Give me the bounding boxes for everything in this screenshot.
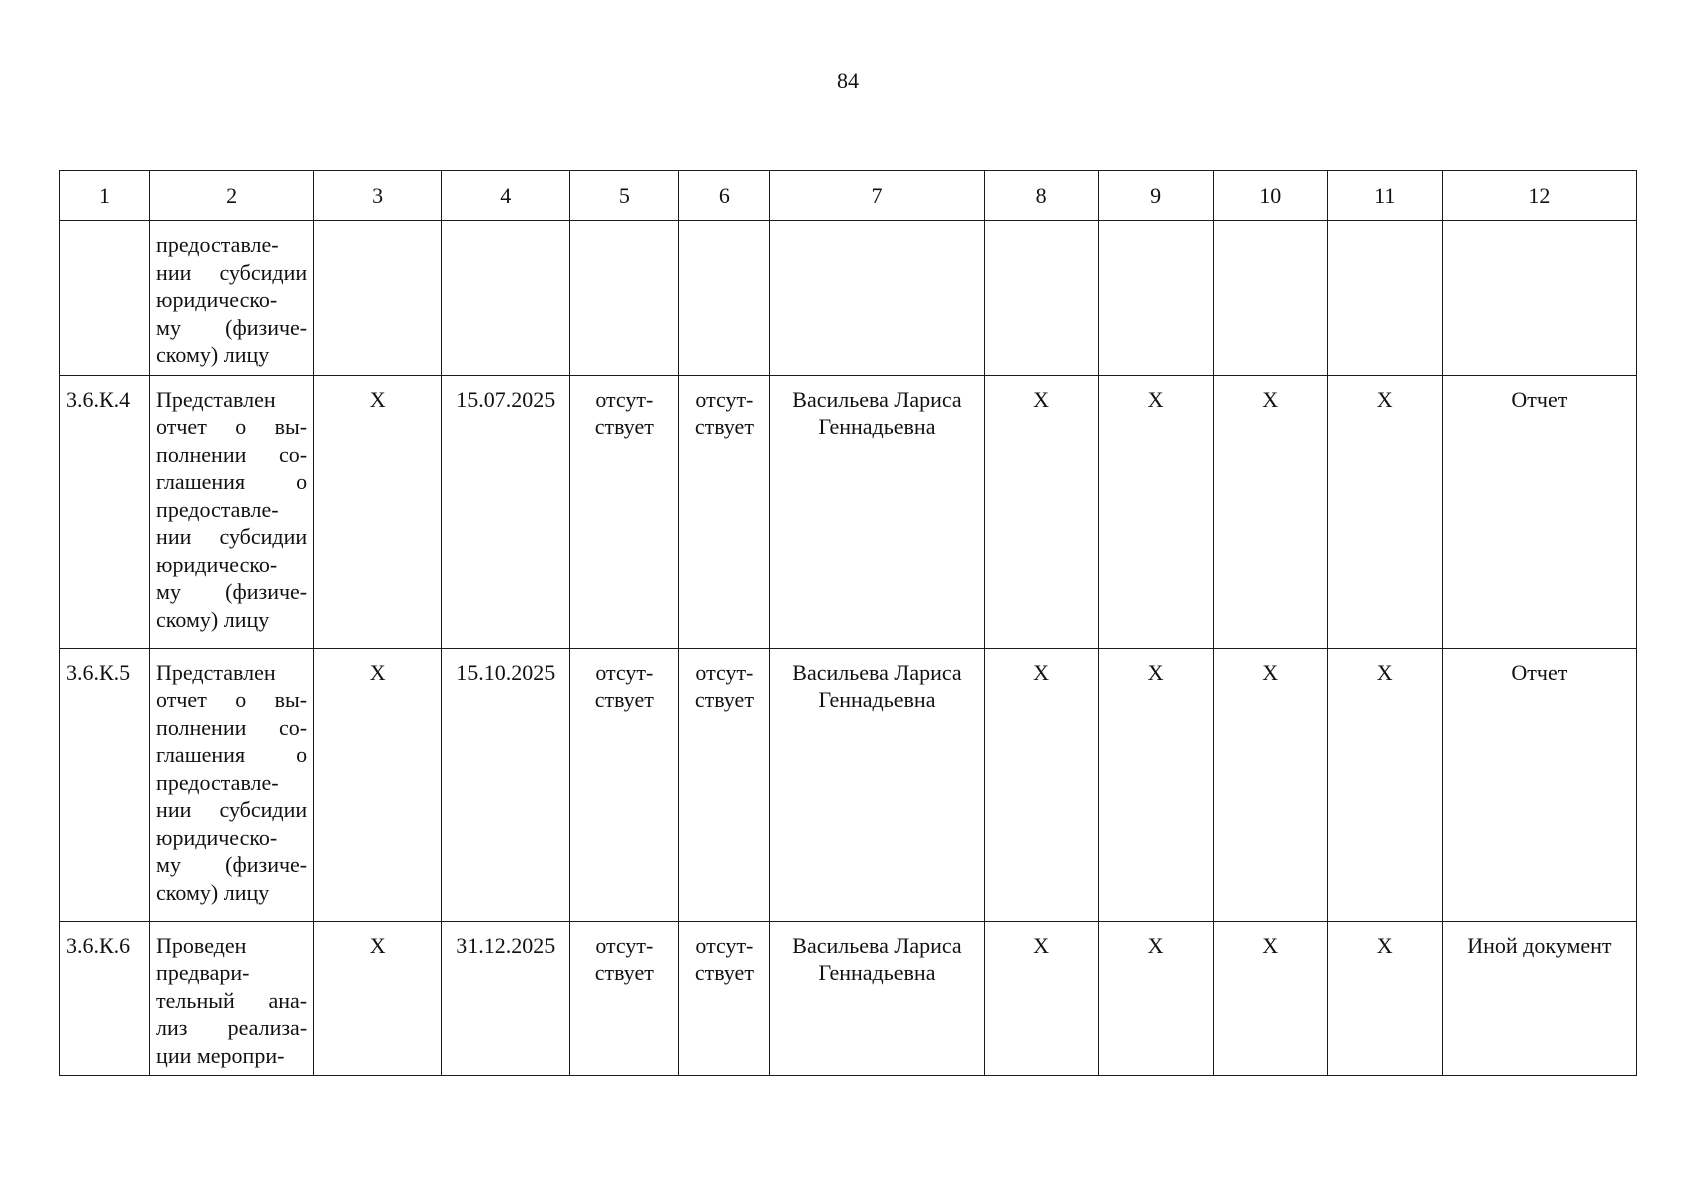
header-cell: 12 bbox=[1442, 171, 1636, 221]
page-number: 84 bbox=[837, 68, 859, 93]
description-line: отчет о вы- bbox=[156, 687, 308, 712]
marker-cell: X bbox=[1213, 921, 1327, 1076]
doc-type-cell: Отчет bbox=[1442, 375, 1636, 648]
description-line: юридическо- bbox=[156, 551, 278, 577]
marker-cell: X bbox=[314, 375, 442, 648]
marker-cell: X bbox=[984, 921, 1098, 1076]
status-cell bbox=[570, 221, 679, 376]
marker-cell: X bbox=[1327, 648, 1442, 921]
description-line: скому) лицу bbox=[156, 342, 270, 367]
marker-cell: X bbox=[984, 375, 1098, 648]
row-id-cell bbox=[60, 221, 150, 376]
header-cell: 10 bbox=[1213, 171, 1327, 221]
status-cell: отсут- ствует bbox=[570, 648, 679, 921]
responsible-cell bbox=[770, 221, 984, 376]
description-line: нии субсидии bbox=[156, 797, 308, 822]
doc-type-cell: Иной документ bbox=[1442, 921, 1636, 1076]
description-line: Представлен bbox=[156, 386, 276, 412]
table-row bbox=[60, 921, 1637, 1076]
row-id-cell: 3.6.К.4 bbox=[60, 375, 150, 648]
description-cell bbox=[150, 375, 314, 648]
responsible-cell: Васильева Лариса Геннадьевна bbox=[770, 921, 984, 1076]
description-line: предоставле- bbox=[156, 232, 279, 257]
status-cell: отсут- ствует bbox=[679, 375, 770, 648]
marker-cell: X bbox=[314, 921, 442, 1076]
header-cell: 4 bbox=[442, 171, 570, 221]
marker-cell: X bbox=[984, 648, 1098, 921]
marker-cell: X bbox=[1327, 375, 1442, 648]
table-row bbox=[60, 221, 1637, 376]
responsible-cell: Васильева Лариса Геннадьевна bbox=[770, 648, 984, 921]
table-row bbox=[60, 648, 1637, 921]
description-line: юридическо- bbox=[156, 824, 278, 850]
status-cell: отсут- ствует bbox=[570, 921, 679, 1076]
date-cell bbox=[442, 221, 570, 376]
marker-cell bbox=[1098, 221, 1213, 376]
header-cell: 3 bbox=[314, 171, 442, 221]
responsible-cell: Васильева Лариса Геннадьевна bbox=[770, 375, 984, 648]
marker-cell bbox=[314, 221, 442, 376]
description-line: Проведен bbox=[156, 932, 247, 958]
description-line: лиз реализа- bbox=[156, 1015, 308, 1040]
description-line: скому) лицу bbox=[156, 606, 270, 632]
description-line: му (физиче- bbox=[156, 314, 308, 340]
description-cell bbox=[150, 921, 314, 1076]
status-cell: отсут- ствует bbox=[679, 921, 770, 1076]
marker-cell: X bbox=[1213, 375, 1327, 648]
description-line: нии субсидии bbox=[156, 259, 308, 285]
description-line: предоставле- bbox=[156, 496, 279, 522]
status-cell bbox=[679, 221, 770, 376]
description-line: му (физиче- bbox=[156, 852, 308, 877]
description-line: предоставле- bbox=[156, 769, 279, 795]
description-cell bbox=[150, 221, 314, 376]
status-cell: отсут- ствует bbox=[570, 375, 679, 648]
description-cell bbox=[150, 648, 314, 921]
description-line: ции меропри- bbox=[156, 1042, 285, 1068]
row-id-cell: 3.6.К.5 bbox=[60, 648, 150, 921]
description-line: Представлен bbox=[156, 659, 276, 685]
header-cell: 11 bbox=[1327, 171, 1442, 221]
marker-cell: X bbox=[314, 648, 442, 921]
header-cell: 6 bbox=[679, 171, 770, 221]
table-header-row bbox=[60, 171, 1637, 221]
table-row bbox=[60, 375, 1637, 648]
date-cell: 15.10.2025 bbox=[442, 648, 570, 921]
row-id-cell: 3.6.К.6 bbox=[60, 921, 150, 1076]
date-cell: 31.12.2025 bbox=[442, 921, 570, 1076]
header-cell: 2 bbox=[150, 171, 314, 221]
description-line: полнении со- bbox=[156, 714, 308, 740]
doc-type-cell: Отчет bbox=[1442, 648, 1636, 921]
description-line: полнении со- bbox=[156, 441, 308, 467]
date-cell: 15.07.2025 bbox=[442, 375, 570, 648]
marker-cell bbox=[984, 221, 1098, 376]
header-cell: 1 bbox=[60, 171, 150, 221]
document-table bbox=[59, 170, 1637, 1076]
doc-type-cell bbox=[1442, 221, 1636, 376]
header-cell: 9 bbox=[1098, 171, 1213, 221]
status-cell: отсут- ствует bbox=[679, 648, 770, 921]
description-line: тельный ана- bbox=[156, 987, 308, 1013]
description-line: отчет о вы- bbox=[156, 414, 308, 439]
description-line: юридическо- bbox=[156, 287, 278, 312]
marker-cell: X bbox=[1098, 648, 1213, 921]
marker-cell: X bbox=[1098, 375, 1213, 648]
description-line: глашения о bbox=[156, 742, 308, 767]
marker-cell bbox=[1327, 221, 1442, 376]
marker-cell: X bbox=[1327, 921, 1442, 1076]
description-line: скому) лицу bbox=[156, 879, 270, 905]
header-cell: 5 bbox=[570, 171, 679, 221]
header-cell: 7 bbox=[770, 171, 984, 221]
marker-cell: X bbox=[1213, 648, 1327, 921]
description-line: нии субсидии bbox=[156, 524, 308, 549]
description-line: предвари- bbox=[156, 960, 250, 985]
description-line: му (физиче- bbox=[156, 579, 308, 604]
description-line: глашения о bbox=[156, 469, 308, 494]
marker-cell bbox=[1213, 221, 1327, 376]
header-cell: 8 bbox=[984, 171, 1098, 221]
marker-cell: X bbox=[1098, 921, 1213, 1076]
